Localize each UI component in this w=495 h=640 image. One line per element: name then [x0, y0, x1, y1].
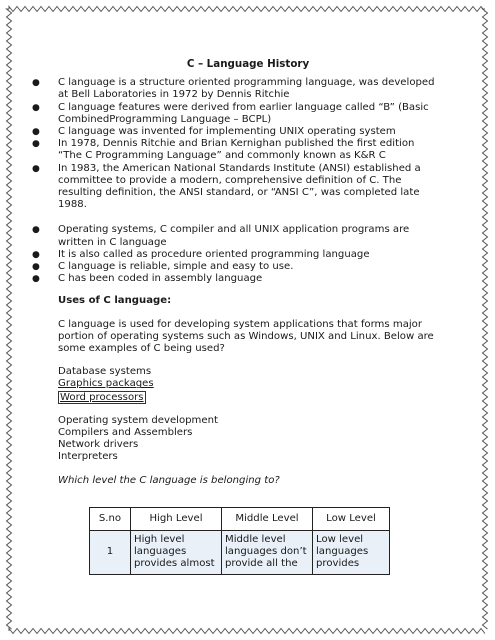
list-item: ● C language is a structure oriented programming language, was developed at Bell Laboratories in 1972 by Dennis Ritchie [32, 77, 435, 101]
example-item: Operating system development [58, 414, 218, 426]
table-header-cell: High Level [131, 508, 222, 531]
example-item: Interpreters [58, 451, 118, 463]
document-body [31, 58, 435, 487]
history-list [31, 77, 435, 211]
table-cell: Low level languages provides [313, 531, 390, 575]
list-item: ● In 1978, Dennis Ritchie and Brian Kernighan published the first edition “The C Programming Language” and commonly known as K&R C [32, 138, 415, 162]
features-list [31, 224, 435, 285]
example-link[interactable]: Graphics packages [58, 378, 154, 390]
table-cell: High level languages provides almost [131, 531, 222, 575]
table-header-row [90, 508, 390, 531]
table-header-cell: S.no [90, 508, 131, 531]
list-item: ● C language was invented for implementing UNIX operating system [32, 126, 396, 138]
example-item: Compilers and Assemblers [58, 427, 193, 439]
example-item: Network drivers [58, 439, 139, 451]
bullet-icon: ● [32, 163, 40, 174]
list-item: ● C language features were derived from earlier language called “B” (Basic CombinedProgramming Language – BCPL) [32, 101, 429, 125]
list-item: ● It is also called as procedure oriented programming language [32, 248, 370, 260]
list-item: ● In 1983, the American National Standards Institute (ANSI) established a committee to provide a modern, comprehensive definition of C. The resulting definition, the ANSI standard, or “ANSI C”, was completed late 1988. [32, 162, 421, 211]
examples-group-2 [58, 415, 435, 464]
bullet-icon: ● [32, 274, 40, 285]
example-item: Database systems [58, 366, 152, 378]
table-header-cell: Low Level [313, 508, 390, 531]
bullet-icon: ● [32, 139, 40, 150]
example-link-selected[interactable]: Word processors [60, 391, 144, 403]
bullet-icon: ● [32, 102, 40, 113]
table-row [90, 531, 390, 575]
list-item: ● Operating systems, C compiler and all UNIX application programs are written in C language [32, 224, 410, 248]
table-cell: Middle level languages don’t provide all the [222, 531, 313, 575]
bullet-icon: ● [32, 127, 40, 138]
page-title: C – Language History [186, 58, 310, 70]
levels-table [89, 507, 390, 575]
bullet-icon: ● [32, 249, 40, 260]
table-cell: 1 [90, 531, 131, 575]
uses-heading: Uses of C language: [58, 295, 172, 307]
examples-group-1 [58, 366, 435, 404]
bullet-icon: ● [32, 78, 40, 89]
uses-paragraph: C language is used for developing system applications that forms major portion of operating systems such as Windows, UNIX and Linux. Below are some examples of C being used? [58, 318, 434, 355]
list-item: ● C has been coded in assembly language [32, 273, 263, 285]
bullet-icon: ● [32, 262, 40, 273]
table-header-cell: Middle Level [222, 508, 313, 531]
question-text: Which level the C language is belonging to? [58, 474, 280, 486]
bullet-icon: ● [32, 225, 40, 236]
list-item: ● C language is reliable, simple and easy to use. [32, 261, 294, 273]
